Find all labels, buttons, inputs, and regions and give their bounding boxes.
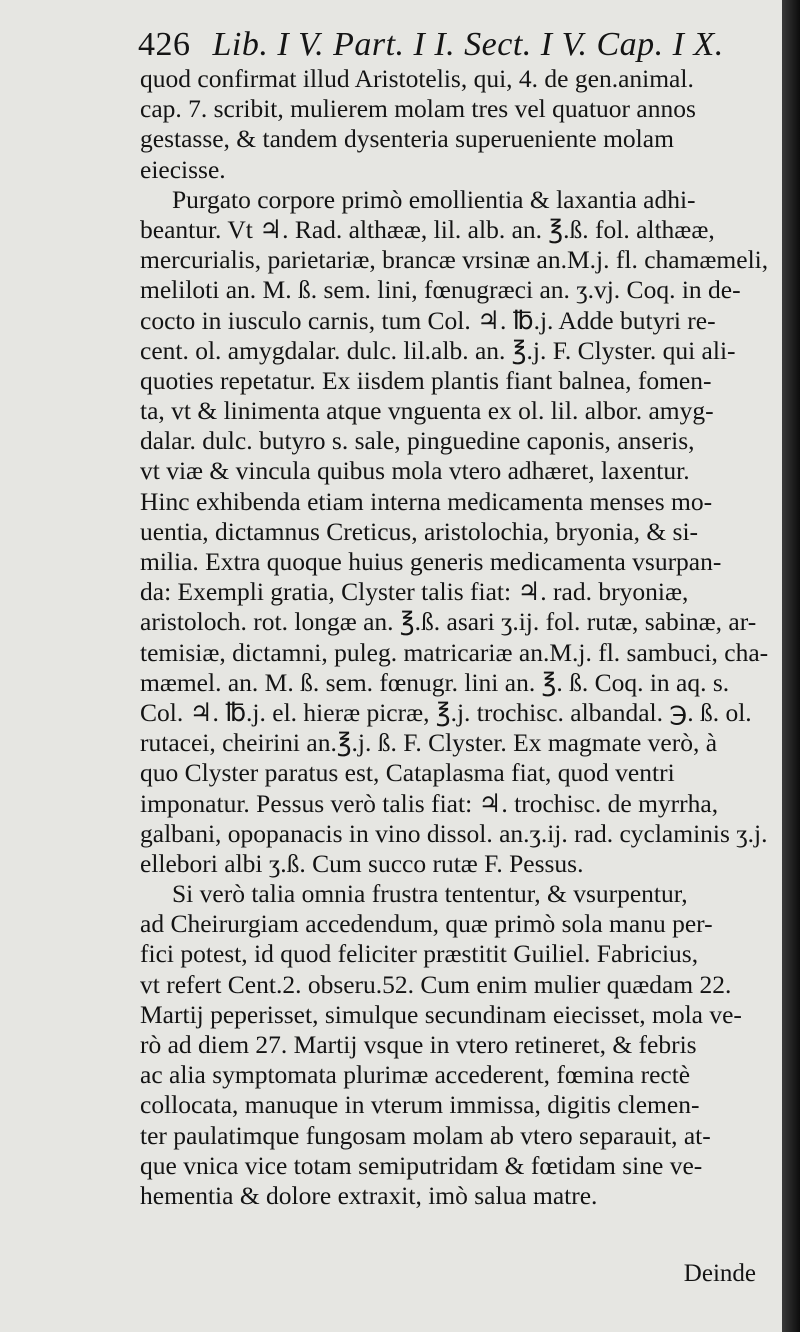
text-line: vt refert Cent.2. obseru.52. Cum enim mulier quædam 22. [140, 969, 732, 999]
text-line: temisiæ, dictamni, puleg. matricariæ an.M.j. fl. sambuci, cha- [140, 637, 769, 667]
text-line: aristoloch. rot. longæ an. ℥.ß. asari ʒ.ij. fol. rutæ, sabinæ, ar- [140, 607, 757, 637]
text-line: cap. 7. scribit, mulierem molam tres vel quatuor annos [140, 94, 696, 124]
text-line: ac alia symptomata plurimæ accederent, fœmina rectè [140, 1060, 691, 1090]
text-line: rutacei, cheirini an.℥.j. ß. F. Clyster. Ex magmate verò, à [140, 728, 718, 758]
text-line: mæmel. an. M. ß. sem. fœnugr. lini an. ℥. ß. Coq. in aq. s. [140, 667, 730, 697]
book-spine-shadow [782, 0, 800, 1332]
text-line: hementia & dolore extraxit, imò salua matre. [140, 1180, 598, 1210]
text-line: meliloti an. M. ß. sem. lini, fœnugræci an. ʒ.vj. Coq. in de- [140, 275, 741, 305]
text-line: Si verò talia omnia frustra tententur, & vsurpentur, [172, 879, 688, 909]
text-line: ad Cheirurgiam accedendum, quæ primò sola manu per- [140, 909, 713, 939]
text-line: milia. Extra quoque huius generis medicamenta vsurpan- [140, 547, 722, 576]
text-line: collocata, manuque in vterum immissa, digitis clemen- [140, 1090, 700, 1120]
text-line: fici potest, id quod feliciter præstitit Guiliel. Fabricius, [140, 939, 699, 969]
text-line: Col. ♃. ℔.j. el. hieræ picræ, ℥.j. trochisc. albandal. ℈. ß. ol. [140, 697, 752, 727]
text-line: ellebori albi ʒ.ß. Cum succo rutæ F. Pessus. [140, 848, 584, 878]
running-title: Lib. I V. Part. I I. Sect. I V. Cap. I X. [212, 26, 724, 63]
text-line: cocto in iusculo carnis, tum Col. ♃. ℔.j. Adde butyri re- [140, 305, 716, 335]
running-header [138, 26, 724, 64]
text-line: da: Exempli gratia, Clyster talis fiat: ♃. rad. bryoniæ, [140, 577, 689, 607]
text-block [140, 64, 770, 1211]
text-line: gestasse, & tandem dysenteria superueniente molam [140, 124, 674, 154]
text-line: rò ad diem 27. Martij vsque in vtero retineret, & febris [140, 1030, 697, 1059]
catchword: Deinde [683, 1260, 756, 1287]
text-line: quo Clyster paratus est, Cataplasma fiat, quod ventri [140, 758, 675, 788]
text-line: galbani, opopanacis in vino dissol. an.ʒ.ij. rad. cyclaminis ʒ.j. [140, 818, 768, 848]
text-line: vt viæ & vincula quibus mola vtero adhæret, laxentur. [140, 456, 690, 486]
text-line: beantur. Vt ♃. Rad. althææ, lil. alb. an. ℥.ß. fol. althææ, [140, 214, 715, 244]
page-number: 426 [138, 26, 191, 63]
text-line: cent. ol. amygdalar. dulc. lil.alb. an. ℥.j. F. Clyster. qui ali- [140, 335, 736, 365]
text-line: mercurialis, parietariæ, brancæ vrsinæ an.M.j. fl. chamæmeli, [140, 245, 769, 275]
text-line: Hinc exhibenda etiam interna medicamenta menses mo- [140, 486, 713, 516]
text-line: Martij peperisset, simulque secundinam eiecisset, mola ve- [140, 999, 742, 1029]
text-line: ta, vt & linimenta atque vnguenta ex ol. lil. albor. amyg- [140, 396, 714, 426]
text-line: imponatur. Pessus verò talis fiat: ♃. trochisc. de myrrha, [140, 788, 719, 818]
text-line: eiecisse. [140, 154, 226, 184]
text-line: que vnica vice totam semiputridam & fœtidam sine ve- [140, 1150, 703, 1180]
text-line: quod confirmat illud Aristotelis, qui, 4. de gen.animal. [140, 64, 694, 93]
text-line: Purgato corpore primò emollientia & laxantia adhi- [172, 184, 696, 214]
text-line: uentia, dictamnus Creticus, aristolochia, bryonia, & si- [140, 516, 699, 546]
text-line: dalar. dulc. butyro s. sale, pinguedine caponis, anseris, [140, 426, 695, 456]
text-line: ter paulatimque fungosam molam ab vtero separauit, at- [140, 1120, 711, 1150]
text-line: quoties repetatur. Ex iisdem plantis fiant balnea, fomen- [140, 365, 712, 395]
